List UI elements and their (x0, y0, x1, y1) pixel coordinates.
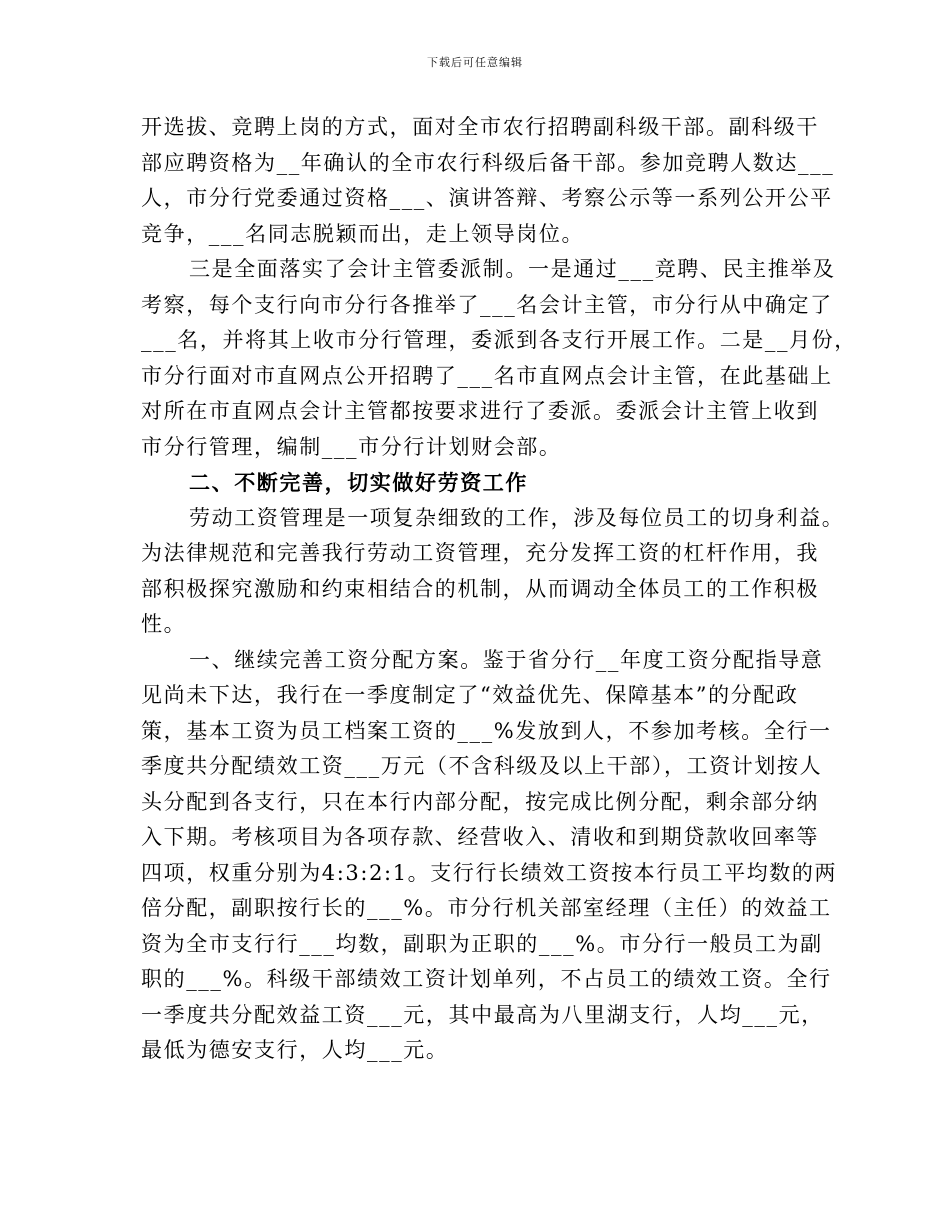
document-body (141, 110, 857, 1069)
text-line: 一季度共分配效益工资___元，其中最高为八里湖支行，人均___元， (141, 1002, 824, 1027)
text-line: 三是全面落实了会计主管委派制。一是通过___竞聘、民主推举及 (189, 257, 836, 281)
text-line: 四项，权重分别为4:3:2:1。支行行长绩效工资按本行员工平均数的两 (141, 860, 838, 885)
text-line: ___名，并将其上收市分行管理，委派到各支行开展工作。二是__月份， (141, 328, 857, 352)
text-line: 一、继续完善工资分配方案。鉴于省分行__年度工资分配指导意 (189, 647, 824, 672)
text-line: 市分行面对市直网点公开招聘了___名市直网点会计主管，在此基础上 (141, 363, 833, 388)
text-line: 倍分配，副职按行长的___%。市分行机关部室经理（主任）的效益工 (141, 896, 832, 920)
text-line: 部应聘资格为__年确认的全市农行科级后备干部。参加竞聘人数达___ (141, 150, 835, 175)
text-line: 部积极探究激励和约束相结合的机制，从而调动全体员工的工作积极 (141, 576, 819, 601)
text-line: 对所在市直网点会计主管都按要求进行了委派。委派会计主管上收到 (141, 399, 819, 423)
text-line: 入下期。考核项目为各项存款、经营收入、清收和到期贷款收回率等 (141, 825, 819, 849)
text-line: 考察，每个支行向市分行各推举了___名会计主管，市分行从中确定了 (141, 292, 833, 317)
text-line: 竞争，___名同志脱颖而出，走上领导岗位。 (141, 221, 585, 246)
text-line: 最低为德安支行，人均___元。 (141, 1038, 449, 1062)
text-line: 见尚未下达，我行在一季度制定了“效益优先、保障基本”的分配政 (141, 683, 799, 707)
text-line: 职的___%。科级干部绩效工资计划单列，不占员工的绩效工资。全行 (141, 967, 832, 991)
text-line: 为法律规范和完善我行劳动工资管理，充分发挥工资的杠杆作用，我 (141, 541, 819, 565)
page-header: 下载后可任意编辑 (427, 56, 523, 69)
text-line: 市分行管理，编制___市分行计划财会部。 (141, 434, 562, 459)
section-heading: 二、不断完善，切实做好劳资工作 (189, 470, 528, 495)
text-line: 性。 (141, 612, 187, 636)
text-line: 资为全市支行行___均数，副职为正职的___%。市分行一般员工为副 (141, 931, 823, 956)
text-line: 策，基本工资为员工档案工资的___%发放到人，不参加考核。全行一 (141, 718, 832, 743)
text-line: 劳动工资管理是一项复杂细致的工作，涉及每位员工的切身利益。 (189, 505, 845, 530)
text-line: 人，市分行党委通过资格___、演讲答辩、考察公示等一系列公开公平 (141, 186, 833, 210)
text-line: 头分配到各支行，只在本行内部分配，按完成比例分配，剩余部分纳 (141, 789, 819, 814)
text-line: 开选拔、竞聘上岗的方式，面对全市农行招聘副科级干部。副科级干 (141, 115, 819, 139)
text-line: 季度共分配绩效工资___万元（不含科级及以上干部），工资计划按人 (141, 754, 823, 778)
